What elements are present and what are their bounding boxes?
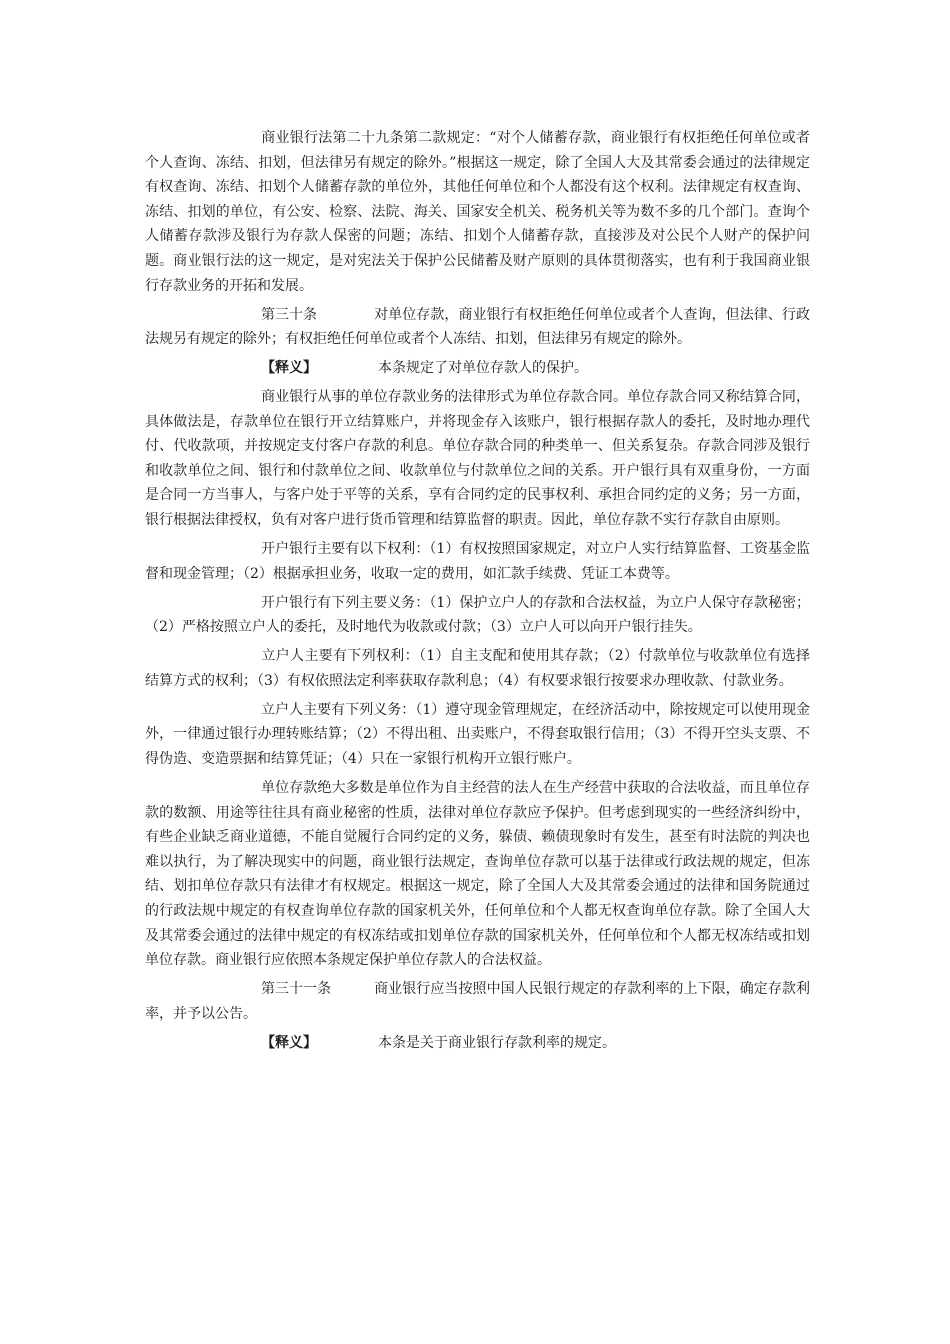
- interpretation-text: 本条是关于商业银行存款利率的规定。: [378, 1034, 616, 1051]
- paragraph-text: 商业银行从事的单位存款业务的法律形式为单位存款合同。单位存款合同又称结算合同，具体做法是，存款单位在银行开立结算账户，并将现金存入该账户，银行根据存款人的委托，及时地办理代付、代收款项，并按规定支付客户存款的利息。单位存款合同的种类单一、但关系复杂。存款合同涉及银行和收款单位之间、银行和付款单位之间、收款单位与付款单位之间的关系。开户银行具有双重身份，一方面是合同一方当事人，与客户处于平等的关系，享有合同约定的民事权利、承担合同约定的义务；另一方面，银行根据法律授权，负有对客户进行货币管理和结算监督的职责。因此，单位存款不实行存款自由原则。: [145, 389, 810, 529]
- article-number: 第三十条: [261, 306, 317, 323]
- interpretation-label: 【释义】: [261, 360, 317, 377]
- article-number: 第三十一条: [261, 981, 331, 998]
- paragraph: [145, 591, 810, 640]
- interpretation-paragraph: [145, 1031, 810, 1056]
- article-text: 商业银行应当按照中国人民银行规定的存款利率的上下限，确定存款利率，并予以公告。: [145, 981, 810, 1022]
- paragraph-text: 开户银行主要有以下权利：（1）有权按照国家规定，对立户人实行结算监督、工资基金监督和现金管理；（2）根据承担业务，收取一定的费用，如汇款手续费、凭证工本费等。: [145, 541, 810, 582]
- article-paragraph: [145, 977, 810, 1026]
- document-body: [145, 126, 810, 1060]
- paragraph: [145, 385, 810, 533]
- article-paragraph: [145, 303, 810, 352]
- paragraph-text: 商业银行法第二十九条第二款规定：“对个人储蓄存款，商业银行有权拒绝任何单位或者个人查询、冻结、扣划，但法律另有规定的除外。”根据这一规定，除了全国人大及其常委会通过的法律规定有权查询、冻结、扣划个人储蓄存款的单位外，其他任何单位和个人都没有这个权利。法律规定有权查询、冻结、扣划的单位，有公安、检察、法院、海关、国家安全机关、税务机关等为数不多的几个部门。查询个人储蓄存款涉及银行为存款人保密的问题；冻结、扣划个人储蓄存款，直接涉及对公民个人财产的保护问题。商业银行法的这一规定，是对宪法关于保护公民储蓄及财产原则的具体贯彻落实，也有利于我国商业银行存款业务的开拓和发展。: [145, 130, 810, 294]
- article-text: 对单位存款，商业银行有权拒绝任何单位或者个人查询，但法律、行政法规另有规定的除外；有权拒绝任何单位或者个人冻结、扣划，但法律另有规定的除外。: [145, 306, 810, 348]
- interpretation-text: 本条规定了对单位存款人的保护。: [378, 360, 588, 377]
- paragraph-text: 立户人主要有下列权利：（1）自主支配和使用其存款；（2）付款单位与收款单位有选择结算方式的权利；（3）有权依照法定利率获取存款利息；（4）有权要求银行按要求办理收款、付款业务。: [145, 648, 810, 689]
- paragraph-text: 开户银行有下列主要义务：（1）保护立户人的存款和合法权益，为立户人保守存款秘密；（2）严格按照立户人的委托，及时地代为收款或付款；（3）立户人可以向开户银行挂失。: [145, 594, 810, 636]
- paragraph-text: 立户人主要有下列义务：（1）遵守现金管理规定，在经济活动中，除按规定可以使用现金外，一律通过银行办理转账结算；（2）不得出租、出卖账户，不得套取银行信用；（3）不得开空头支票、不得伪造、变造票据和结算凭证；（4）只在一家银行机构开立银行账户。: [145, 701, 810, 767]
- paragraph: [145, 126, 810, 298]
- interpretation-label: 【释义】: [261, 1034, 317, 1051]
- interpretation-paragraph: [145, 356, 810, 381]
- paragraph: [145, 644, 810, 693]
- paragraph-text: 单位存款绝大多数是单位作为自主经营的法人在生产经营中获取的合法收益，而且单位存款的数额、用途等往往具有商业秘密的性质，法律对单位存款应予保护。但考虑到现实的一些经济纠纷中，有些企业缺乏商业道德，不能自觉履行合同约定的义务，躲债、赖债现象时有发生，甚至有时法院的判决也难以执行，为了解决现实中的问题，商业银行法规定，查询单位存款可以基于法律或行政法规的规定，但冻结、划扣单位存款只有法律才有权规定。根据这一规定，除了全国人大及其常委会通过的法律和国务院通过的行政法规中规定的有权查询单位存款的国家机关外，任何单位和个人都无权查询单位存款。除了全国人大及其常委会通过的法律中规定的有权冻结或扣划单位存款的国家机关外，任何单位和个人都无权冻结或扣划单位存款。商业银行应依照本条规定保护单位存款人的合法权益。: [145, 779, 810, 969]
- paragraph: [145, 537, 810, 586]
- paragraph: [145, 698, 810, 772]
- paragraph: [145, 776, 810, 973]
